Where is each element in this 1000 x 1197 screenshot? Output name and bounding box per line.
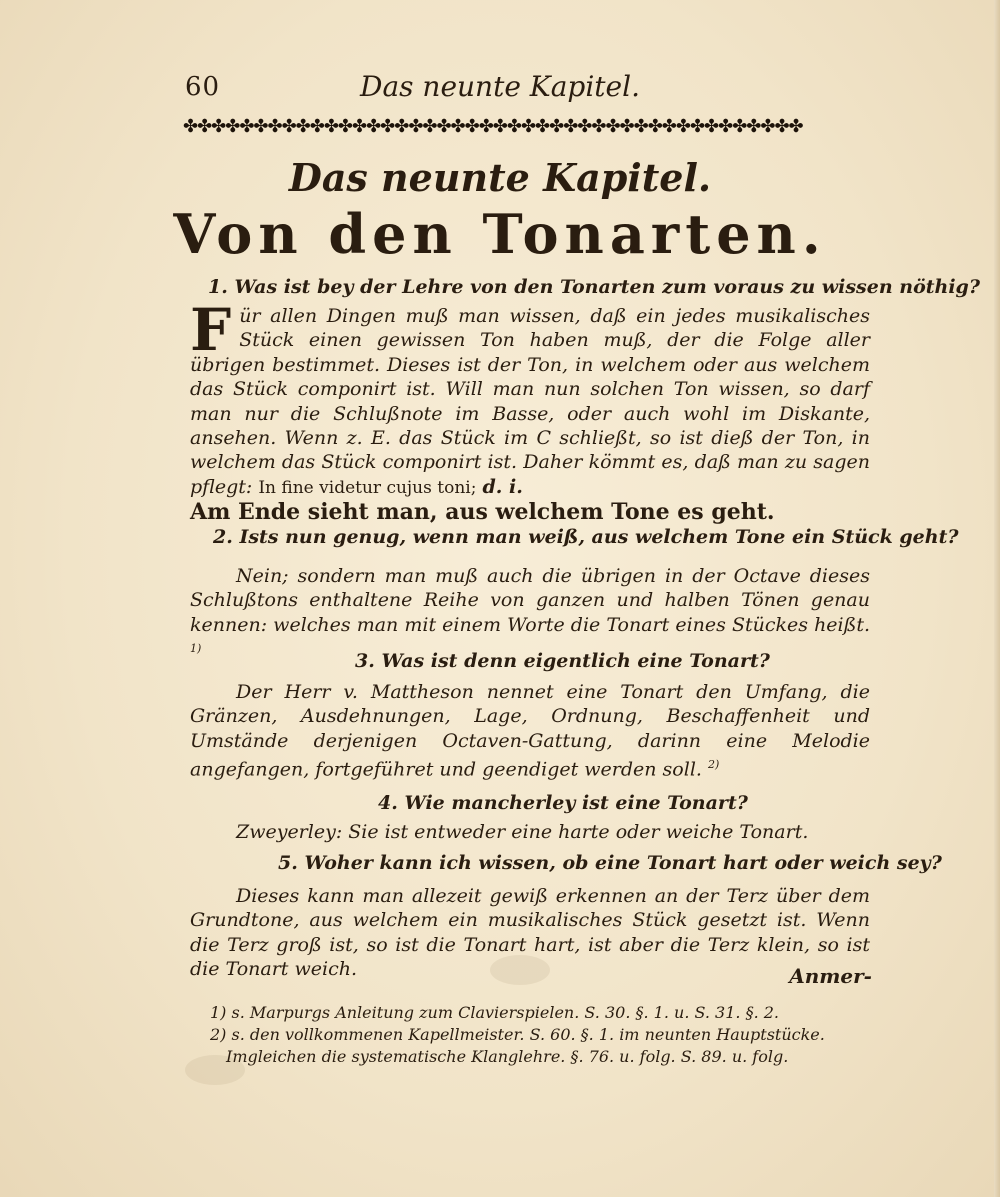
answer-4: Zweyerley: Sie ist entweder eine harte oder weiche Tonart. xyxy=(236,821,809,843)
latin-quote: In fine videtur cujus toni; xyxy=(258,477,477,498)
question-1: 1. Was ist bey der Lehre von den Tonarten zum voraus zu wissen nöthig? xyxy=(208,276,980,298)
section-title: Von den Tonarten. xyxy=(173,202,827,266)
question-3: 3. Was ist denn eigentlich eine Tonart? xyxy=(355,650,770,672)
answer-2-text: Nein; sondern man muß auch die übrigen in der Octave dieses Schlußtons enthaltene Reihe von ganzen und halben Tönen genau kennen: welches man mit einem Worte die Tonart eines Stückes heißt. xyxy=(190,565,870,636)
footnote-ref-1: 1) xyxy=(190,642,202,656)
abbreviation: d. i. xyxy=(482,475,523,498)
ornament-divider: ✤✤✤✤✤✤✤✤✤✤✤✤✤✤✤✤✤✤✤✤✤✤✤✤✤✤✤✤✤✤✤✤✤✤✤✤✤✤✤✤✤✤✤✤ xyxy=(183,116,803,136)
answer-1 xyxy=(190,296,870,526)
answer-5: Dieses kann man allezeit gewiß erkennen an der Terz über dem Grundtone, aus welchem ein musikalisches Stück gesetzt ist. Wenn die Terz groß ist, so ist die Tonart hart, ist aber die Terz klein, so ist die Tonart weich. xyxy=(190,885,870,981)
footnotes xyxy=(210,1002,870,1068)
running-head xyxy=(0,70,1000,110)
running-title: Das neunte Kapitel. xyxy=(360,70,640,103)
chapter-title: Das neunte Kapitel. xyxy=(288,155,712,200)
answer-3-text: Der Herr v. Mattheson nennet eine Tonart den Umfang, die Gränzen, Ausdehnungen, Lage, Ordnung, Beschaffenheit und Umstände derjenigen Octaven-Gattung, darinn eine Melodie angefangen, fortgeführet und geendiget werden soll. xyxy=(190,681,870,781)
question-5: 5. Woher kann ich wissen, ob eine Tonart hart oder weich sey? xyxy=(278,852,942,874)
proverb: Am Ende sieht man, aus welchem Tone es geht. xyxy=(190,499,775,526)
footnote-2-cont: Imgleichen die systematische Klanglehre. §. 76. u. folg. S. 89. u. folg. xyxy=(226,1047,789,1066)
catchword: Anmer- xyxy=(789,964,872,988)
footnote-2: 2) s. den vollkommenen Kapellmeister. S. 60. §. 1. im neunten Hauptstücke. xyxy=(210,1025,825,1044)
page-number: 60 xyxy=(185,72,221,102)
answer-3 xyxy=(190,680,870,782)
footnote-1: 1) s. Marpurgs Anleitung zum Clavierspielen. S. 30. §. 1. u. S. 31. §. 2. xyxy=(210,1003,780,1022)
question-4: 4. Wie mancherley ist eine Tonart? xyxy=(378,792,748,814)
question-2: 2. Ists nun genug, wenn man weiß, aus welchem Tone ein Stück geht? xyxy=(213,526,959,548)
footnote-ref-2: 2) xyxy=(707,758,720,772)
answer-1-text: ür allen Dingen muß man wissen, daß ein jedes musikalisches Stück einen gewissen Ton haben muß, der die Folge aller übrigen bestimmet. Dieses ist der Ton, in welchem oder aus welchem das Stück componirt ist. Will man nun solchen Ton wissen, so darf man nur die Schlußnote im Basse, oder auch wohl im Diskante, ansehen. Wenn z. E. das Stück im C schließt, so ist dieß der Ton, in welchem das Stück componirt ist. Daher kömmt es, daß man zu sagen pflegt: xyxy=(190,305,870,498)
drop-cap: F xyxy=(190,296,232,364)
